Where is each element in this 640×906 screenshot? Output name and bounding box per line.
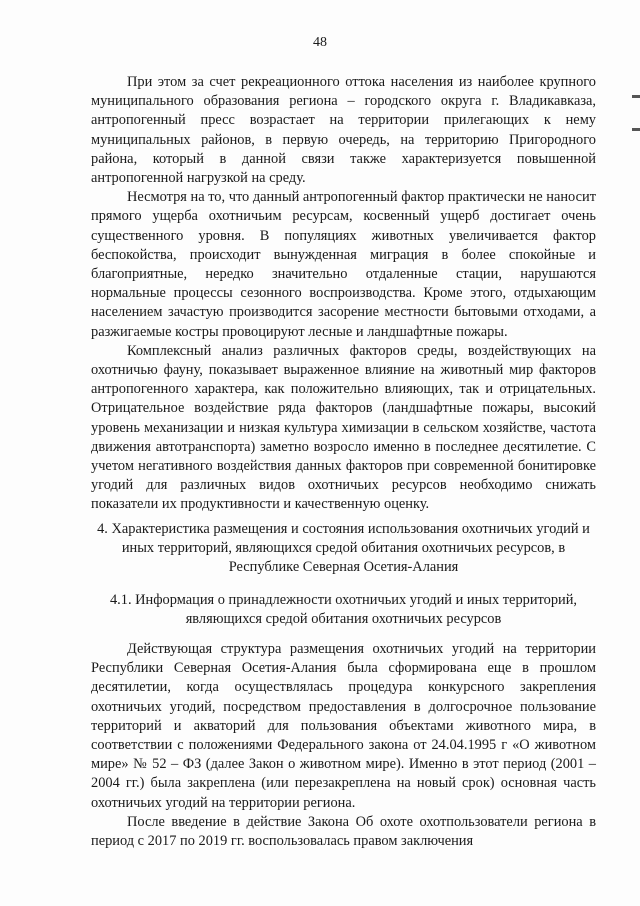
page-number: 48 [313,35,327,50]
scan-margin-mark [632,128,640,131]
body-text-top [91,73,596,515]
section-4-1-heading: 4.1. Информация о принадлежности охотничьих угодий и иных территорий, являющихся средой обитания охотничьих ресурсов [109,592,578,628]
paragraph-complex-analysis: Комплексный анализ различных факторов среды, воздействующих на охотничью фауну, показывает выраженное влияние на животный мир факторов антропогенного характера, как положительно влияющих, так и отрицательных. Отрицательное воздействие ряда факторов (ландшафтные пожары, высокий уровень механизации и низкая культура химизации в сельском хозяйстве, частота движения автотранспорта) заметно возросло именно в последнее десятилетие. С учетом негативного воздействия данных факторов при современной бонитировке угодий для различных видов охотничьих ресурсов необходимо снижать показатели их продуктивности и качественную оценку. [91,342,596,513]
paragraph-current-structure: Действующая структура размещения охотничьих угодий на территории Республики Северная Осетия-Алания была сформирована еще в прошлом десятилетии, когда осуществлялась процедура конкурсного закрепления охотничьих угодий, посредством предоставления в долгосрочное пользование территорий и акваторий для пользования объектами животного мира, в соответствии с положениями Федерального закона от 24.04.1995 г «О животном мире» № 52 – ФЗ (далее Закон о животном мире). Именно в этот период (2001 – 2004 гг.) была закреплена (или перезакреплена на новый срок) основная часть охотничьих угодий на территории региона. [91,641,596,811]
paragraph-after-hunting-law: После введение в действие Закона Об охоте охотпользователи региона в период с 2017 по 2019 гг. воспользовалась правом заключения [91,813,596,850]
body-text-bottom [91,640,596,851]
scan-margin-mark [632,95,640,98]
section-4-heading: 4. Характеристика размещения и состояния использования охотничьих угодий и иных территорий, являющихся средой обитания охотничьих ресурсов, в Республике Северная Осетия-Алания [97,521,590,576]
paragraph-recreational-outflow: При этом за счет рекреационного оттока населения из наиболее крупного муниципального образования региона – городского округа г. Владикавказа, антропогенный пресс возрастает на территории прилегающих к нему муниципальных районов, в первую очередь, на территорию Пригородного района, который в данной связи также характеризуется повышенной антропогенной нагрузкой на среду. [91,74,596,187]
paragraph-indirect-damage: Несмотря на то, что данный антропогенный фактор практически не наносит прямого ущерба охотничьим ресурсам, косвенный ущерб достигает очень существенного уровня. В популяциях животных увеличивается фактор беспокойства, происходит вынужденная миграция в более спокойные и благоприятные, нередко значительно отдаленные стации, нарушаются нормальные процессы сезонного воспроизводства. Кроме этого, отдыхающим населением зачастую производится засорение местности бытовыми отходами, а разжигаемые костры провоцируют лесные и ландшафтные пожары. [91,189,596,340]
